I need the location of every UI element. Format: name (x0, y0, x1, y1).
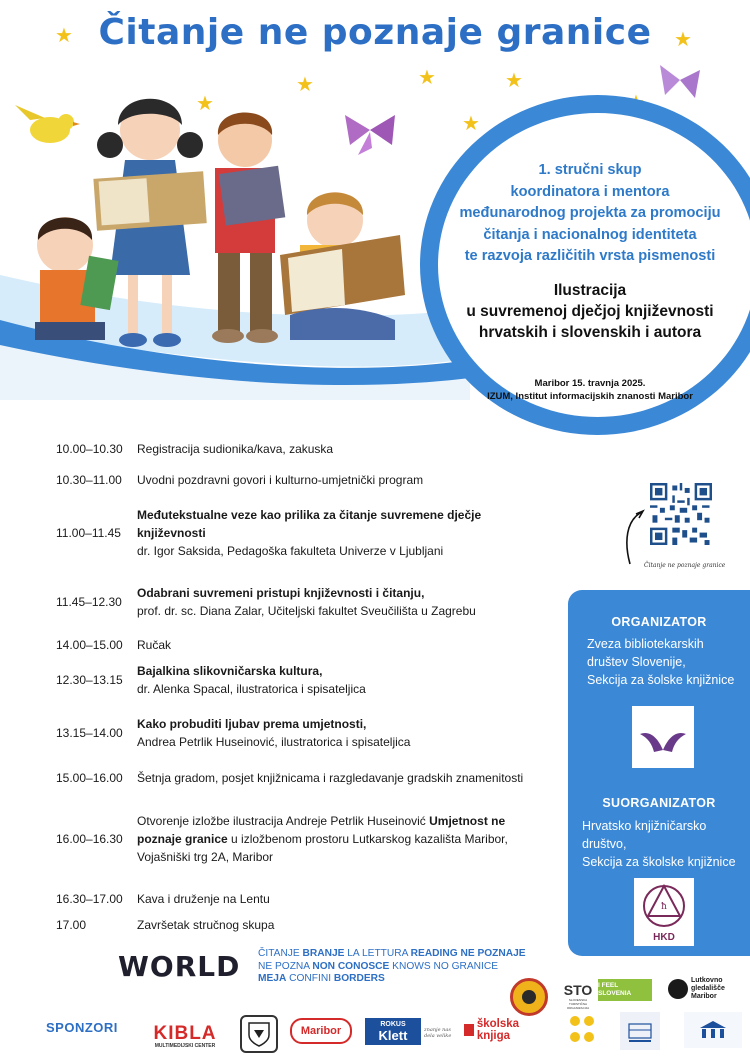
event-date-venue: Maribor 15. travnja 2025. IZUM, Institut informacijskih znanosti Maribor (487, 377, 693, 402)
multilingual-slogan (258, 948, 526, 986)
butterfly-icon (345, 115, 395, 155)
dots-icon (567, 1012, 597, 1046)
schedule-text: Završetak stručnog skupa (137, 918, 275, 932)
schedule-text: Šetnja gradom, posjet knjižnicama i razgledavanje gradskih znamenitosti (137, 771, 524, 785)
schedule-time: 11.45–12.30 (56, 595, 122, 609)
schedule-time: 16.00–16.30 (56, 832, 123, 846)
university-building-icon (696, 1018, 730, 1042)
schedule-row (56, 715, 537, 751)
schedule-text: Registracija sudionika/kava, zakuska (137, 442, 334, 456)
schedule-time: 12.30–13.15 (56, 673, 123, 687)
skolska-knjiga-logo: školska knjiga (464, 1020, 554, 1040)
exhibition-intro: Otvorenje izložbe ilustracija Andreje Petrlik Huseinović (137, 814, 430, 828)
star-icon: ★ (462, 113, 480, 135)
lecture-speaker: Andrea Petrlik Huseinović, ilustratorica i spisateljica (137, 735, 411, 749)
event-info (440, 160, 740, 403)
seal-icon (519, 987, 539, 1007)
qr-block (620, 478, 745, 578)
star-icon: ★ (674, 29, 692, 51)
schedule-entry (137, 662, 537, 698)
schedule-time: 11.00–11.45 (56, 526, 121, 540)
zbds-logo (632, 706, 694, 768)
sponsors-label: SPONZORI (46, 1020, 118, 1035)
schedule-text: Kava i druženje na Lentu (137, 892, 270, 906)
zbds-logo-icon (632, 706, 694, 768)
lecture-title: Međutekstualne veze kao prilika za čitanje suvremene dječje književnosti (137, 508, 482, 540)
schedule-entry (137, 584, 537, 620)
star-icon: ★ (418, 67, 436, 89)
schedule-time: 16.30–17.00 (56, 892, 123, 906)
lecture-speaker: prof. dr. sc. Diana Zalar, Učiteljski fakultet Sveučilišta u Zagrebu (137, 604, 476, 618)
hkd-logo (634, 878, 694, 946)
lecture-title: Odabrani suvremeni pristupi književnosti i čitanju, (137, 586, 425, 600)
hkd-logo-icon (634, 878, 694, 934)
qr-caption: Čitanje ne poznaje granice (644, 562, 726, 569)
world-logo: WORLD (118, 950, 241, 983)
star-icon: ★ (196, 93, 214, 115)
lecture-title: Bajalkina slikovničarska kultura, (137, 664, 323, 678)
schedule-entry (137, 812, 532, 866)
schedule-time: 17.00 (56, 918, 87, 932)
lecture-speaker: dr. Alenka Spacal, ilustratorica i spisateljica (137, 682, 366, 696)
schedule-row (56, 769, 537, 787)
lutkovno-gledalisce-logo: Lutkovno gledališče Maribor (668, 976, 743, 1002)
schedule-text: Ručak (137, 638, 172, 652)
lecture-title: Kako probuditi ljubav prema umjetnosti, (137, 717, 367, 731)
schedule-entry (137, 715, 537, 751)
exhibition-title: Umjetnost ne poznaje granice (137, 814, 506, 846)
organizer-name: Zveza bibliotekarskih društev Slovenije, Sekcija za šolske knjižnice (587, 637, 735, 687)
schedule-time: 13.15–14.00 (56, 726, 123, 740)
exhibition-location: u izložbenom prostoru Lutkarskog kazališta Maribor, Vojašniški trg 2A, Maribor (137, 832, 508, 864)
library-maribor-logo (620, 1012, 660, 1050)
university-library-logo (684, 1012, 742, 1048)
slogan-line-3: MEJA CONFINI BORDERS (258, 973, 385, 985)
schedule-row (56, 916, 537, 934)
svg-text:ħ: ħ (661, 902, 667, 912)
coat-of-arms-icon (246, 1020, 272, 1048)
qr-code-icon[interactable] (650, 483, 712, 545)
butterfly-icon (660, 65, 700, 98)
library-building-icon (625, 1018, 655, 1044)
kibla-logo: KIBLA MULTIMEDIJSKI CENTER (153, 1023, 217, 1049)
schedule-row (56, 812, 532, 866)
star-icon: ★ (296, 74, 314, 96)
maribor-coat-of-arms (240, 1015, 278, 1053)
hkd-logo-text: HKD (653, 932, 675, 943)
co-organizer-name: Hrvatsko knjižničarsko društvo, Sekcija za školske knjižnice (582, 819, 736, 869)
schedule-row (56, 471, 537, 489)
co-organizer-heading: SUORGANIZATOR (602, 796, 716, 810)
schedule-text: Uvodni pozdravni govori i kulturno-umjetnički program (137, 473, 424, 487)
schedule-row (56, 506, 537, 560)
schedule-time: 10.30–11.00 (56, 473, 122, 487)
star-icon: ★ (55, 25, 73, 47)
curved-arrow-icon (620, 508, 648, 568)
slogan-line-2: NE POZNA NON CONOSCE KNOWS NO GRANICE (258, 960, 499, 972)
slogan-line-1: ČITANJE BRANJE LA LETTURA READING NE POZNAJE (258, 948, 526, 959)
schedule-row (56, 584, 537, 620)
skolska-knjiga-icon (464, 1024, 474, 1036)
rokus-klett-logo: ROKUS Klett (365, 1018, 421, 1045)
schedule-row (56, 890, 537, 908)
schedule-time: 10.00–10.30 (56, 442, 123, 456)
organizer-heading: ORGANIZATOR (611, 615, 707, 629)
organizer-panel (568, 590, 750, 956)
schedule-time: 14.00–15.00 (56, 638, 123, 652)
event-theme: Ilustracija u suvremenoj dječjoj književnosti hrvatskih i slovenskih i autora (466, 281, 714, 341)
schedule-time: 15.00–16.00 (56, 771, 123, 785)
star-icon: ★ (505, 70, 523, 92)
sponsor-seal-logo (510, 978, 548, 1016)
maribor-logo: Maribor (290, 1018, 352, 1044)
schedule-entry (137, 506, 537, 560)
lutkovno-icon (668, 979, 688, 999)
schedule-row (56, 636, 537, 654)
sponsor-dots-logo (567, 1012, 597, 1046)
boy-reading (212, 113, 285, 344)
schedule-row (56, 440, 537, 458)
child-reading-right (280, 192, 405, 340)
lecture-speaker: dr. Igor Saksida, Pedagoška fakulteta Univerze v Ljubljani (137, 544, 444, 558)
sto-logo: STO SLOVENSKA TURISTIČNA ORGANIZACIJA (563, 982, 593, 1010)
page-title: Čitanje ne poznaje granice (98, 12, 652, 53)
bird-icon (15, 105, 80, 143)
schedule-row (56, 662, 537, 698)
klett-slogan: znanje nas dela velike (424, 1027, 452, 1039)
event-subtitle: 1. stručni skup koordinatora i mentora međunarodnog projekta za promociju čitanja i nacionalnog identiteta te razvoja različitih vrsta pismenosti (459, 162, 721, 264)
i-feel-slovenia-logo: I FEEL SLOVENIA (598, 979, 652, 1001)
